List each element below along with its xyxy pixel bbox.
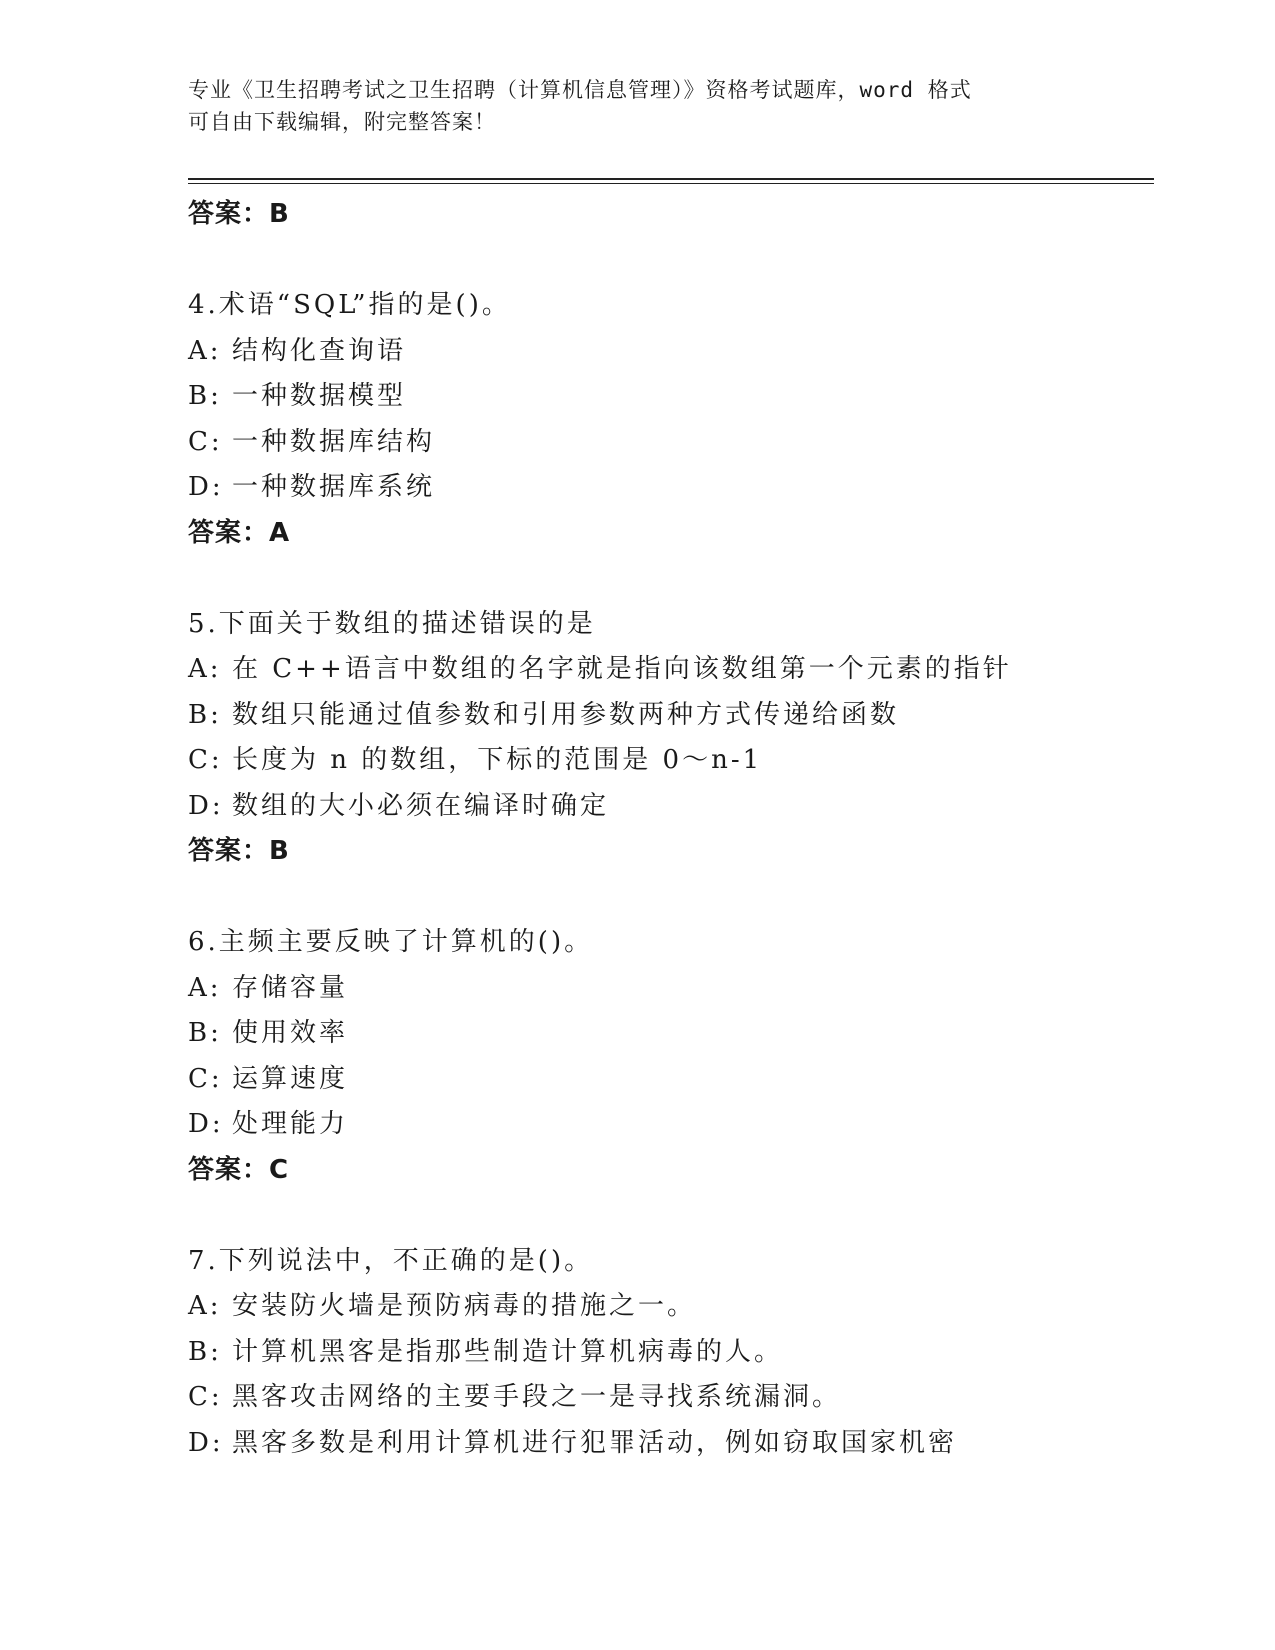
header-line-2: 可自由下载编辑，附完整答案！ [188,110,496,134]
option-d [188,784,1148,830]
option-letter: C: [188,1063,223,1094]
option-text: 长度为 n 的数组，下标的范围是 0～n-1 [232,745,763,775]
option-d [188,1102,1148,1148]
question-list [188,192,1148,1466]
option-c [188,420,1148,466]
option-letter: C: [188,745,223,775]
option-text: 一种数据模型 [232,381,407,411]
option-letter: D: [188,1427,224,1458]
previous-answer: 答案：B [188,199,290,229]
option-text: 计算机黑客是指那些制造计算机病毒的人。 [232,1336,784,1367]
header-line-1: 专业《卫生招聘考试之卫生招聘（计算机信息管理）》资格考试题库，word 格式 [188,78,972,102]
option-a [188,647,1148,693]
answer-line: 答案：A [188,517,291,548]
option-letter: A: [188,972,222,1003]
option-letter: B: [188,699,222,730]
option-text: 数组的大小必须在编译时确定 [232,790,610,821]
option-text: 黑客多数是利用计算机进行犯罪活动，例如窃取国家机密 [232,1427,958,1458]
option-c [188,738,1148,784]
option-d [188,465,1148,511]
spacer [188,1193,1148,1239]
question-stem: 5.下面关于数组的描述错误的是 [188,608,596,639]
option-letter: D: [188,1109,224,1139]
option-letter: A: [188,654,222,684]
option-letter: B: [188,1336,222,1367]
question-stem: 6.主频主要反映了计算机的()。 [188,927,594,957]
option-letter: D: [188,472,224,502]
option-text: 运算速度 [232,1063,349,1094]
option-text: 在 C++语言中数组的名字就是指向该数组第一个元素的指针 [232,654,1012,684]
option-letter: C: [188,1382,223,1412]
header-divider-thin [188,183,1154,184]
option-text: 一种数据库结构 [232,426,436,457]
option-d [188,1421,1148,1467]
option-c [188,1375,1148,1421]
option-text: 安装防火墙是预防病毒的措施之一。 [232,1291,697,1321]
option-b [188,374,1148,420]
option-c [188,1057,1148,1103]
option-letter: A: [188,335,222,366]
option-a [188,329,1148,375]
option-letter: B: [188,1018,222,1048]
document-header [188,74,1088,138]
question-stem: 4.术语“SQL”指的是()。 [188,290,511,320]
option-text: 黑客攻击网络的主要手段之一是寻找系统漏洞。 [232,1382,842,1412]
header-divider [188,178,1154,180]
option-text: 一种数据库系统 [232,472,436,502]
option-b [188,1011,1148,1057]
option-letter: C: [188,426,223,457]
question-stem: 7.下列说法中，不正确的是()。 [188,1245,594,1276]
option-b [188,693,1148,739]
spacer [188,556,1148,602]
option-text: 结构化查询语 [232,335,407,366]
spacer [188,875,1148,921]
option-a [188,1284,1148,1330]
answer-line: 答案：C [188,1154,290,1185]
option-b [188,1330,1148,1376]
spacer [188,238,1148,284]
option-letter: B: [188,381,222,411]
option-a [188,966,1148,1012]
answer-line: 答案：B [188,836,290,866]
option-text: 存储容量 [232,972,349,1003]
option-text: 使用效率 [232,1018,349,1048]
option-text: 处理能力 [232,1109,349,1139]
option-letter: A: [188,1291,222,1321]
option-text: 数组只能通过值参数和引用参数两种方式传递给函数 [232,699,900,730]
option-letter: D: [188,790,224,821]
